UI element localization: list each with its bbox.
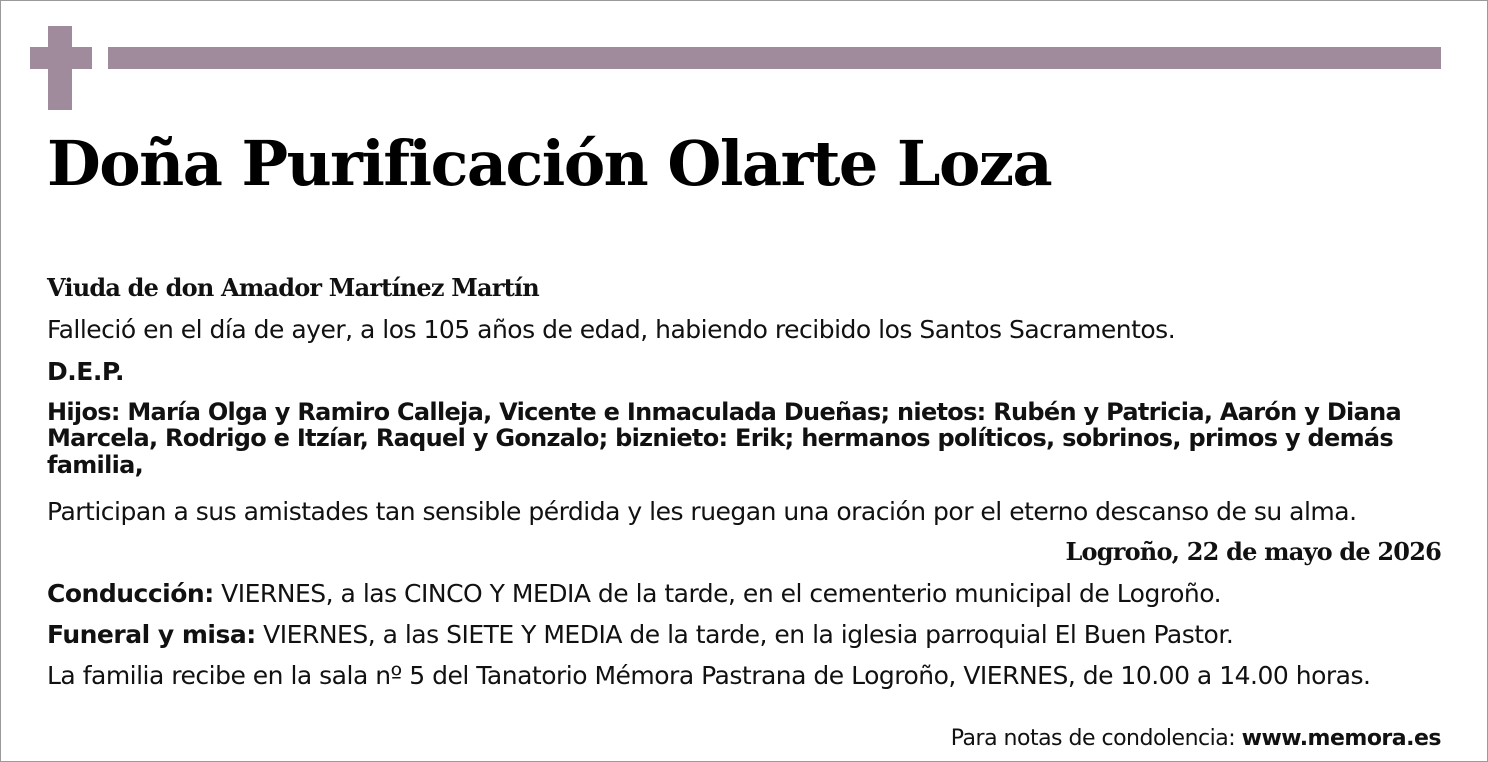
reception-line: La familia recibe en la sala nº 5 del Tanatorio Mémora Pastrana de Logroño, VIERNES, de 10.00 a 14.00 horas.	[47, 661, 1371, 690]
place-date: Logroño, 22 de mayo de 2026	[1065, 537, 1441, 566]
conduction-text: VIERNES, a las CINCO Y MEDIA de la tarde, en el cementerio municipal de Logroño.	[213, 579, 1222, 608]
request-line: Participan a sus amistades tan sensible pérdida y les ruegan una oración por el eterno descanso de su alma.	[47, 497, 1357, 526]
website-link[interactable]: www.memora.es	[1241, 726, 1441, 751]
rip-text: D.E.P.	[47, 357, 125, 386]
funeral-label: Funeral y misa:	[47, 620, 256, 649]
conduction-line	[47, 580, 1221, 609]
funeral-line	[47, 621, 1233, 650]
cross-horizontal-bar	[30, 47, 92, 69]
header-rule	[108, 47, 1441, 69]
funeral-text: VIERNES, a las SIETE Y MEDIA de la tarde, en la iglesia parroquial El Buen Pastor.	[255, 620, 1234, 649]
deceased-name: Doña Purificación Olarte Loza	[47, 127, 1052, 200]
condolence-footer	[951, 726, 1441, 751]
footer-text: Para notas de condolencia:	[950, 726, 1242, 751]
widow-line: Viuda de don Amador Martínez Martín	[47, 273, 539, 302]
family-list: Hijos: María Olga y Ramiro Calleja, Vicente e Inmaculada Dueñas; nietos: Rubén y Patricia, Aarón y Diana Marcela, Rodrigo e Itzíar, Raquel y Gonzalo; biznieto: Erik; hermanos políticos, sobrinos, primos y demás familia,	[47, 398, 1401, 479]
conduction-label: Conducción:	[47, 579, 214, 608]
death-line: Falleció en el día de ayer, a los 105 años de edad, habiendo recibido los Santos Sacramentos.	[47, 315, 1176, 344]
